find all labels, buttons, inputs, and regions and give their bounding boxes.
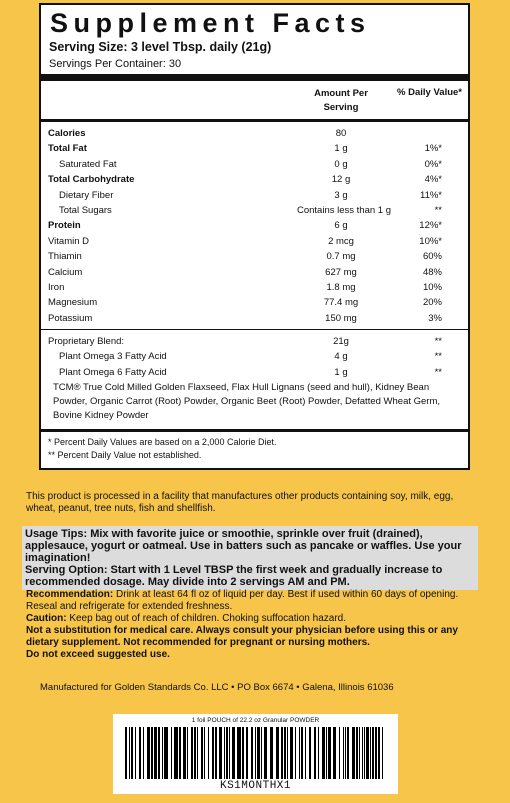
barcode-bar xyxy=(318,727,319,779)
footnote-daily-values: * Percent Daily Values are based on a 2,000 Calorie Diet. xyxy=(48,437,277,448)
nutrient-amount: 77.4 mg xyxy=(323,297,359,309)
barcode-bar xyxy=(339,727,340,779)
nutrient-label: Plant Omega 6 Fatty Acid xyxy=(59,366,167,378)
barcode-bar xyxy=(147,727,150,779)
barcode-bar xyxy=(270,727,273,779)
barcode-bar xyxy=(359,727,360,779)
barcode-bar xyxy=(261,727,262,779)
barcode-image xyxy=(125,727,386,779)
barcode-bar xyxy=(309,727,311,779)
footnote-not-established: ** Percent Daily Value not established. xyxy=(48,450,202,461)
recommendation xyxy=(26,589,481,613)
barcode-bar xyxy=(226,727,228,779)
barcode-bar xyxy=(290,727,293,779)
nutrient-amount: 80 xyxy=(335,128,347,139)
nutrient-daily-value: 11%* xyxy=(419,189,442,201)
allergen-facility-note: This product is processed in a facility that manufactures other products containing soy, milk, egg, wheat, peanut, tree nuts, fish and shellfish. xyxy=(26,491,454,514)
barcode-bar xyxy=(328,727,331,779)
recommendation-block xyxy=(26,589,481,661)
proprietary-list xyxy=(41,334,468,380)
supplement-facts-panel xyxy=(39,3,470,470)
barcode-bar xyxy=(352,727,355,779)
barcode-bar xyxy=(251,727,253,779)
barcode-bar xyxy=(378,727,380,779)
ingredient-list: TCM® True Cold Milled Golden Flaxseed, Flax Hull Lignans (seed and hull), Kidney Bean Powder, Organic Carrot (Root) Powder, Organic Beet (Root) Powder, Defatted Wheat Germ, Bovine Kidney Powder xyxy=(53,382,441,422)
nutrient-row xyxy=(41,203,468,218)
barcode-bar xyxy=(314,727,316,779)
nutrient-label: Total Fat xyxy=(48,143,87,155)
barcode-label xyxy=(113,714,398,794)
nutrient-row xyxy=(41,280,468,295)
nutrient-label: Plant Omega 3 Fatty Acid xyxy=(59,351,167,363)
barcode-bar xyxy=(154,727,157,779)
column-header xyxy=(41,81,468,119)
barcode-bar xyxy=(299,727,300,779)
nutrient-amount: 150 mg xyxy=(325,312,357,324)
barcode-bar xyxy=(143,727,144,779)
barcode-bar xyxy=(295,727,296,779)
nutrient-daily-value: 10%* xyxy=(419,235,442,247)
medical-note: Not a substitution for medical care. Always consult your physician before using this or any dietary supplement. Not recommended for pregnant or nursing mothers. xyxy=(26,625,458,648)
barcode-bar xyxy=(187,727,188,779)
nutrient-daily-value: ** xyxy=(434,336,442,348)
nutrient-amount: 627 mg xyxy=(325,266,357,278)
nutrient-daily-value: 48% xyxy=(422,266,442,278)
barcode-bar xyxy=(362,727,363,779)
daily-value-header: % Daily Value* xyxy=(397,87,462,98)
barcode-bar xyxy=(201,727,203,779)
barcode-bar xyxy=(301,727,303,779)
barcode-caption: 1 foil POUCH of 22.2 oz Granular POWDER xyxy=(191,717,320,724)
manufacturer-line: Manufactured for Golden Standards Co. LLC • PO Box 6674 • Galena, Illinois 61036 xyxy=(40,682,394,693)
barcode-bar xyxy=(333,727,336,779)
amount-per-serving-header: Amount Per Serving xyxy=(314,88,368,113)
barcode-bar xyxy=(375,727,377,779)
barcode-bar xyxy=(356,727,358,779)
nutrient-amount: 1.8 mg xyxy=(326,281,356,293)
nutrient-row xyxy=(41,188,468,203)
nutrient-daily-value: ** xyxy=(434,204,442,216)
nutrient-row xyxy=(41,349,468,364)
nutrient-amount: 21g xyxy=(333,336,349,348)
barcode-bar xyxy=(183,727,186,779)
nutrient-label: Proprietary Blend: xyxy=(48,336,125,348)
barcode-bar xyxy=(276,727,279,779)
nutrient-amount: 4 g xyxy=(334,351,348,363)
barcode-bar xyxy=(208,727,209,779)
nutrient-label: Dietary Fiber xyxy=(59,189,114,201)
nutrient-daily-value: 0%* xyxy=(424,158,442,170)
serving-option: Serving Option: Start with 1 Level TBSP the first week and gradually increase to recommended dosage. May divide into 2 servings AM and PM. xyxy=(25,564,443,588)
nutrient-label: Calories xyxy=(48,128,86,139)
nutrient-label: Calcium xyxy=(48,266,83,278)
barcode-bar xyxy=(194,727,196,779)
nutrient-row xyxy=(41,295,468,310)
barcode-bar xyxy=(257,727,260,779)
barcode-bar xyxy=(366,727,369,779)
barcode-bar xyxy=(131,727,133,779)
barcode-bar xyxy=(219,727,222,779)
nutrient-amount: 12 g xyxy=(331,174,351,186)
usage-box xyxy=(22,526,478,590)
nutrient-daily-value: 3% xyxy=(428,312,442,324)
nutrient-label: Vitamin D xyxy=(48,235,90,247)
nutrient-row xyxy=(41,249,468,264)
barcode-bar xyxy=(347,727,349,779)
nutrient-row xyxy=(41,126,468,141)
barcode-bar xyxy=(326,727,327,779)
usage-tips: Usage Tips: Mix with favorite juice or smoothie, sprinkle over fruit (drained), applesauce, yogurt or oatmeal. Use in batters such as pancake or waffles. Use your imagination! xyxy=(25,528,462,564)
nutrient-daily-value: ** xyxy=(434,366,442,378)
barcode-bar xyxy=(372,727,374,779)
barcode-bar xyxy=(212,727,214,779)
barcode-bar xyxy=(255,727,256,779)
nutrient-amount: 2 mcg xyxy=(328,235,354,247)
barcode-bar xyxy=(305,727,306,779)
barcode-bar xyxy=(284,727,286,779)
barcode-bar xyxy=(174,727,178,779)
barcode-bar xyxy=(191,727,193,779)
nutrient-amount: Contains less than 1 g xyxy=(296,204,391,216)
barcode-bar xyxy=(125,727,127,779)
dosage-note: Do not exceed suggested use. xyxy=(26,649,170,660)
nutrient-daily-value: 20% xyxy=(422,297,442,309)
barcode-bar xyxy=(382,727,383,779)
nutrient-row xyxy=(41,334,468,349)
nutrient-row xyxy=(41,234,468,249)
nutrient-row xyxy=(41,172,468,187)
nutrient-label: Potassium xyxy=(48,312,93,324)
barcode-bar xyxy=(229,727,230,779)
barcode-code: KS1MONTHX1 xyxy=(219,780,291,792)
barcode-bar xyxy=(204,727,205,779)
nutrient-label: Thiamin xyxy=(48,251,82,263)
barcode-bar xyxy=(164,727,168,779)
nutrient-daily-value: 1%* xyxy=(424,143,442,155)
nutrient-daily-value: 4%* xyxy=(424,174,442,186)
nutrient-row xyxy=(41,157,468,172)
barcode-bar xyxy=(197,727,198,779)
proprietary-section xyxy=(41,330,468,429)
barcode-bar xyxy=(345,727,346,779)
nutrient-daily-value: ** xyxy=(434,351,442,363)
nutrient-amount: 0.7 mg xyxy=(326,251,356,263)
nutrient-row xyxy=(41,365,468,380)
barcode-bar xyxy=(162,727,163,779)
barcode-bar xyxy=(151,727,153,779)
barcode-bar xyxy=(287,727,288,779)
barcode-bar xyxy=(364,727,365,779)
recommendation-label: Recommendation: xyxy=(26,589,114,600)
barcode-bar xyxy=(232,727,235,779)
nutrient-row xyxy=(41,265,468,280)
nutrient-row xyxy=(41,218,468,233)
thick-divider xyxy=(41,74,468,81)
barcode-bar xyxy=(158,727,160,779)
nutrient-label: Saturated Fat xyxy=(59,158,117,170)
barcode-bar xyxy=(242,727,244,779)
nutrient-amount: 1 g xyxy=(334,143,348,155)
nutrient-label: Protein xyxy=(48,220,81,232)
footnotes xyxy=(41,432,468,468)
nutrient-row xyxy=(41,141,468,156)
servings-per-container: Servings Per Container: 30 xyxy=(49,58,182,70)
nutrient-daily-value: 12%* xyxy=(419,220,442,232)
nutrient-label: Total Carbohydrate xyxy=(48,174,135,186)
barcode-bar xyxy=(343,727,344,779)
nutrient-amount: 0 g xyxy=(334,158,348,170)
nutrient-amount: 3 g xyxy=(334,189,348,201)
barcode-bar xyxy=(139,727,141,779)
barcode-bar xyxy=(224,727,225,779)
nutrient-label: Magnesium xyxy=(48,297,98,309)
caution xyxy=(26,613,481,625)
barcode-bar xyxy=(246,727,248,779)
facts-title: Supplement Facts xyxy=(50,8,371,38)
nutrient-list xyxy=(41,122,468,329)
barcode-bar xyxy=(171,727,172,779)
barcode-bar xyxy=(129,727,130,779)
nutrient-daily-value: 60% xyxy=(422,251,442,263)
barcode-bar xyxy=(281,727,283,779)
barcode-bar xyxy=(237,727,241,779)
nutrient-row xyxy=(41,311,468,326)
barcode-bar xyxy=(322,727,325,779)
nutrient-daily-value: 10% xyxy=(422,281,442,293)
caution-label: Caution: xyxy=(26,613,67,624)
recommendation-text: Drink at least 64 fl oz of liquid per day. Best if used within 60 days of opening. Reseal and refrigerate for extended freshness. xyxy=(26,589,459,612)
nutrient-amount: 1 g xyxy=(334,366,348,378)
serving-size: Serving Size: 3 level Tbsp. daily (21g) xyxy=(49,40,272,54)
barcode-bar xyxy=(215,727,217,779)
barcode-bar xyxy=(370,727,371,779)
barcode-bar xyxy=(264,727,267,779)
barcode-bar xyxy=(179,727,181,779)
barcode-bar xyxy=(135,727,136,779)
nutrient-label: Iron xyxy=(48,281,65,293)
nutrient-amount: 6 g xyxy=(334,220,348,232)
nutrient-label: Total Sugars xyxy=(59,204,112,216)
caution-text: Keep bag out of reach of children. Choking suffocation hazard. xyxy=(66,613,346,624)
